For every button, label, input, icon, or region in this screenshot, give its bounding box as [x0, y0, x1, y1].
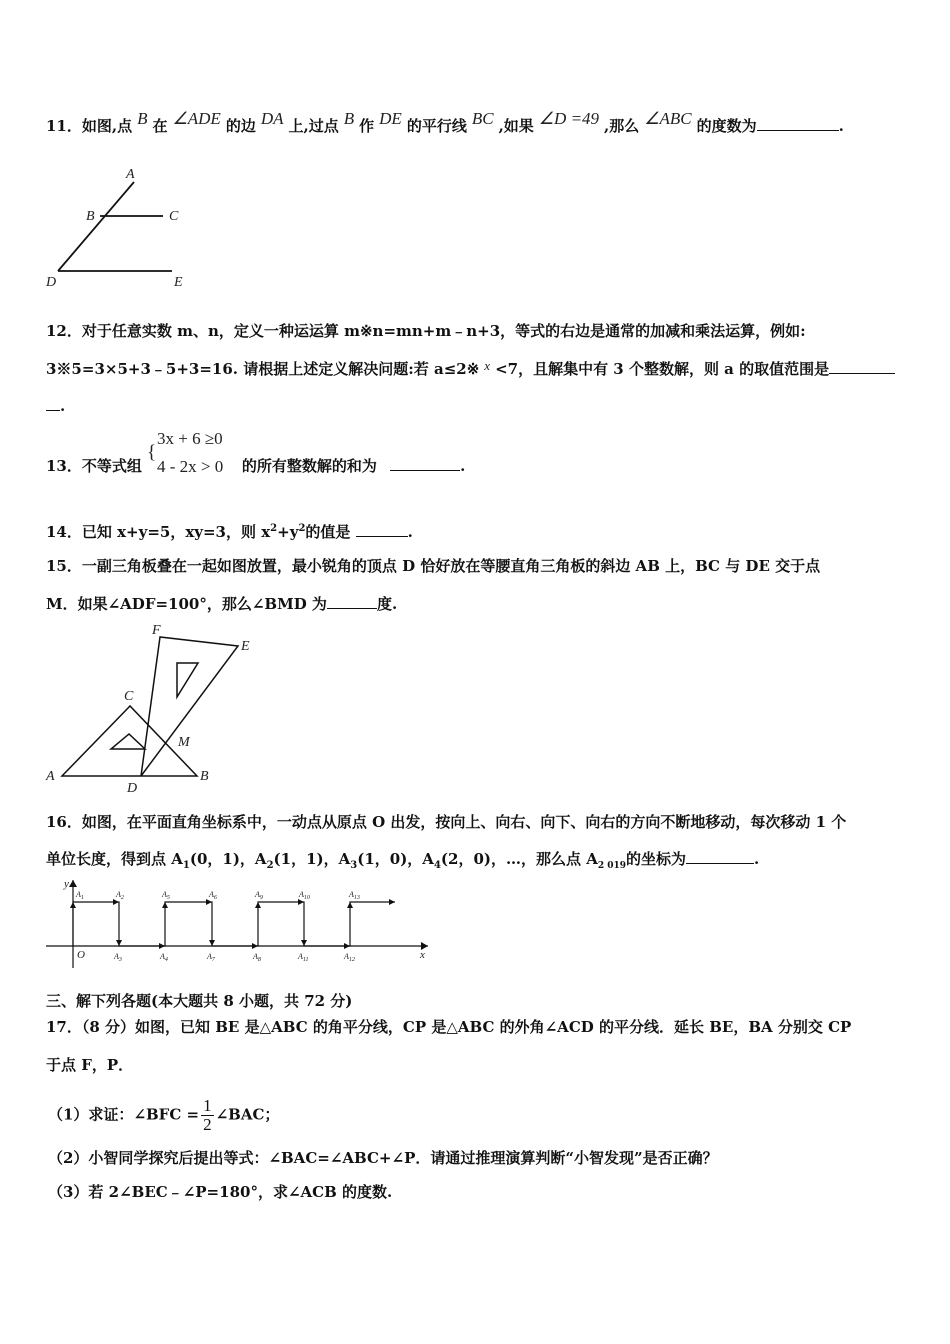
label-a: A [126, 167, 135, 182]
y-axis-arrow [69, 880, 77, 887]
math-x: x [484, 358, 491, 373]
q17-part2: （2）小智同学探究后提出等式：∠BAC=∠ABC+∠P．请通过推理演算判断“小智发现”是否正确？ [48, 1149, 718, 1167]
bottom-label-1: $A_4$ [160, 952, 168, 963]
math-angle-ade: ∠ADE [172, 109, 221, 128]
math-angle-abc: ∠ABC [644, 109, 692, 128]
label-d: D [46, 275, 57, 290]
answer-blank-q13[interactable] [390, 456, 460, 471]
q15-figure [45, 623, 250, 796]
label-b: B [86, 209, 95, 224]
math-de: DE [379, 109, 402, 128]
q12-line2: 3※5=3×5+3﹣5+3=16. 请根据上述定义解决问题:若 a≤2※ x <7，且解集中有 3 个整数解，则 a 的取值范围是 [46, 359, 895, 380]
line-da [58, 182, 134, 271]
label-c: C [169, 209, 179, 224]
top-point-labels [75, 890, 360, 901]
q11-number: 11． [46, 117, 82, 135]
inner-triangle-set [177, 663, 198, 697]
top-label-3: $A_6$ [209, 890, 217, 901]
q17-line1: 17．（8 分）如图，已知 BE 是△ABC 的角平分线，CP 是△ABC 的外角∠ACD 的平分线．延长 BE，BA 分别交 CP [46, 1018, 852, 1036]
q16-line1: 16．如图，在平面直角坐标系中，一动点从原点 O 出发，按向上、向右、向下、向右的方向不断地移动，每次移动 1 个 [46, 813, 847, 831]
q17-part3: （3）若 2∠BEC﹣∠P=180°，求∠ACB 的度数. [48, 1183, 393, 1201]
top-label-4: $A_9$ [255, 890, 263, 901]
label-c2: C [124, 689, 134, 704]
math-b: B [137, 109, 148, 128]
q15-line1: 15．一副三角板叠在一起如图放置，最小锐角的顶点 D 恰好放在等腰直角三角板的斜边 AB 上，BC 与 DE 交于点 [46, 557, 821, 575]
answer-blank-q15[interactable] [327, 594, 377, 609]
inequality-1: 3x + 6 ≥0 [157, 429, 223, 448]
q16-line2: 单位长度，得到点 $A_1(0$，1)，$A_2(1$，1)，$A_3(1$，0)，$A_4(2$，0)，…，那么点 $A_{2 019}$的坐标为 . [46, 850, 760, 871]
top-label-2: $A_5$ [162, 890, 170, 901]
q15-line2: M．如果∠ADF=100°，那么∠BMD 为 度. [46, 595, 398, 613]
bottom-label-3: $A_8$ [253, 952, 261, 963]
bottom-label-0: $A_3$ [114, 952, 122, 963]
top-label-5: $A_{10}$ [299, 890, 310, 901]
q17-part1: （1）求证：∠BFC = $\frac{1}{2}$ ∠BAC； [48, 1096, 280, 1134]
label-d2: D [127, 781, 138, 796]
q12-line1: 12．对于任意实数 m、n，定义一种运运算 m※n=mn+m﹣n+3，等式的右边是通常的加减和乘法运算，例如: [46, 322, 806, 340]
q14-text: 14．已知 x+y=5，xy=3，则 $x^2+y^2$的值是 . [46, 523, 413, 541]
fraction-one-half: $\frac{1}{2}$ [203, 1096, 212, 1134]
system-brace: { [147, 442, 157, 463]
answer-blank-q12-cont[interactable] [46, 396, 60, 411]
bottom-label-5: $A_{12}$ [344, 952, 355, 963]
math-bc: BC [471, 109, 494, 128]
label-b2: B [200, 769, 209, 784]
answer-blank-q12[interactable] [829, 359, 895, 374]
label-e: E [174, 275, 183, 290]
bottom-point-labels [113, 952, 355, 963]
label-y: y [64, 878, 69, 890]
answer-blank-q14[interactable] [356, 522, 408, 537]
bottom-label-4: $A_{11}$ [298, 952, 309, 963]
q12-line3: . [46, 396, 65, 416]
q11-figure [45, 167, 183, 290]
label-x: x [420, 949, 425, 961]
q13-number: 13．不等式组 [46, 457, 142, 475]
q17-line2: 于点 F，P． [46, 1056, 134, 1074]
top-label-1: $A_2$ [116, 890, 124, 901]
q13-text: 13．不等式组 的所有整数解的和为 . [46, 457, 466, 475]
inequality-2: 4 - 2x > 0 [157, 457, 224, 476]
section-3-title: 三、解下列各题(本大题共 8 小题，共 72 分) [46, 992, 353, 1010]
inner-triangle-small [111, 734, 145, 749]
math-da: DA [260, 109, 284, 128]
label-e2: E [241, 639, 250, 654]
bottom-label-2: $A_7$ [207, 952, 215, 963]
math-angle-d: ∠D =49 [538, 109, 600, 128]
triangle-abc [62, 706, 197, 776]
label-a2: A [46, 769, 55, 784]
top-label-0: $A_1$ [76, 890, 84, 901]
path-steps [73, 902, 395, 946]
answer-blank-q16[interactable] [686, 849, 754, 864]
label-o: O [77, 949, 85, 961]
math-b2: B [343, 109, 355, 128]
label-m: M [178, 735, 190, 750]
triangle-def [141, 637, 238, 776]
q16-figure [46, 878, 428, 968]
label-f: F [152, 623, 161, 638]
q11-text: 11．如图,点 B 在 ∠ADE 的边 DA 上,过点 B 作 DE 的平行线 BC ,如果 ∠D =49 ,那么 ∠ABC 的度数为 . [46, 109, 844, 135]
top-label-6: $A_{13}$ [349, 890, 360, 901]
